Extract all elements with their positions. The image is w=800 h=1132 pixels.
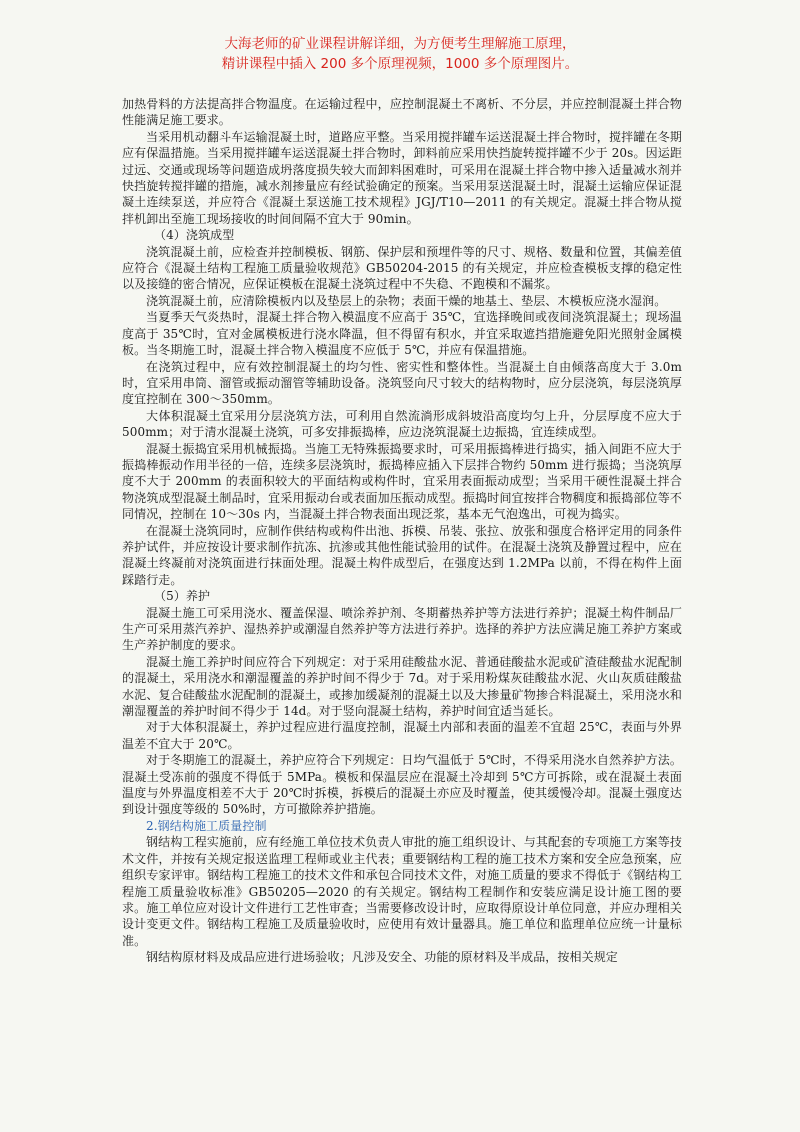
section-heading: 2.钢结构施工质量控制 xyxy=(146,818,267,833)
banner-line-1: 大海老师的矿业课程讲解详细，为方便考生理解施工原理， xyxy=(224,36,576,52)
paragraph: 大体积混凝土宜采用分层浇筑方法，可利用自然流淌形成斜坡沿高度均匀上升，分层厚度不应大于 500mm；对于清水混凝土浇筑，可多安排振捣棒，应边浇筑混凝土边振捣，宜连续成型。 xyxy=(122,408,682,440)
paragraph: 对于大体积混凝土，养护过程应进行温度控制，混凝土内部和表面的温差不宜超 25℃，表面与外界温差不宜大于 20℃。 xyxy=(122,720,682,751)
promo-banner xyxy=(0,34,800,74)
paragraph: 浇筑混凝土前，应检查并控制模板、钢筋、保护层和预埋件等的尺寸、规格、数量和位置，其偏差值应符合《混凝土结构工程施工质量验收规范》GB50204-2015 的有关规定，并应检查模板支撑的稳定性以及接缝的密合情况，应保证模板在混凝土浇筑过程中不失稳、不跑模和不漏浆。 xyxy=(122,244,682,292)
paragraph: 浇筑混凝土前，应清除模板内以及垫层上的杂物；表面干燥的地基土、垫层、木模板应浇水湿润。 xyxy=(146,293,667,308)
section-heading: （4）浇筑成型 xyxy=(154,228,235,243)
paragraph: 当采用机动翻斗车运输混凝土时，道路应平整。当采用搅拌罐车运送混凝土拌合物时，搅拌罐在冬期应有保温措施。当采用搅拌罐车运送混凝土拌合物时，卸料前应采用快挡旋转搅拌罐不少于 20s。因运距过远、交通或现场等问题造成坍落度损失较大而卸料困难时，可采用在混凝土拌合物中掺入适量减水剂并快挡旋转搅拌罐的措施，减水剂掺量应有经试验确定的预案。当采用泵送混凝土时，混凝土运输应保证混凝土连续泵送，并应符合《混凝土泵送施工技术规程》JGJ/T10—2011 的有关规定。混凝土拌合物从搅拌机卸出至施工现场接收的时间间隔不宜大于 90min。 xyxy=(122,129,682,226)
paragraph: 混凝土施工可采用浇水、覆盖保湿、喷涂养护剂、冬期蓄热养护等方法进行养护；混凝土构件制品厂生产可采用蒸汽养护、湿热养护或潮湿自然养护等方法进行养护。选择的养护方法应满足施工养护方案或生产养护制度的要求。 xyxy=(122,605,682,653)
paragraph: 钢结构原材料及成品应进行进场验收；凡涉及安全、功能的原材料及半成品，按相关规定 xyxy=(146,950,618,965)
paragraph: 加热骨料的方法提高拌合物温度。在运输过程中，应控制混凝土不离析、不分层，并应控制混凝土拌合物性能满足施工要求。 xyxy=(122,97,682,128)
section-heading: （5）养护 xyxy=(154,589,211,604)
paragraph: 对于冬期施工的混凝土，养护应符合下列规定：日均气温低于 5℃时，不得采用浇水自然养护方法。混凝土受冻前的强度不得低于 5MPa。模板和保温层应在混凝土冷却到 5℃方可拆除，或在混凝土表面温度与外界温度相差不大于 20℃时拆模，拆模后的混凝土亦应及时覆盖，使其缓慢冷却。混凝土强度达到设计强度等级的 50%时，方可撤除养护措施。 xyxy=(122,753,682,817)
paragraph: 在浇筑过程中，应有效控制混凝土的均匀性、密实性和整体性。当混凝土自由倾落高度大于 3.0m 时，宜采用串筒、溜管或振动溜管等辅助设备。浇筑竖向尺寸较大的结构物时，应分层浇筑，每层浇筑厚度宜控制在 300～350mm。 xyxy=(122,359,682,407)
paragraph: 混凝土振捣宜采用机械振捣。当施工无特殊振捣要求时，可采用振捣棒进行捣实，插入间距不应大于振捣棒振动作用半径的一倍，连续多层浇筑时，振捣棒应插入下层拌合物约 50mm 进行振捣；当浇筑厚度不大于 200mm 的表面积较大的平面结构或构件时，宜采用表面振动成型；当采用干硬性混凝土拌合物浇筑成型混凝土制品时，宜采用振动台或表面加压振动成型。振捣时间宜按拌合物稠度和振捣部位等不同情况，控制在 10～30s 内，当混凝土拌合物表面出现泛浆，基本无气泡逸出，可视为捣实。 xyxy=(122,441,682,522)
document-body xyxy=(122,96,682,966)
paragraph: 当夏季天气炎热时，混凝土拌合物入模温度不应高于 35℃，宜选择晚间或夜间浇筑混凝土；现场温度高于 35℃时，宜对金属模板进行浇水降温，但不得留有积水，并宜采取遮挡措施避免阳光照射金属模板。当冬期施工时，混凝土拌合物入模温度不应低于 5℃，并应有保温措施。 xyxy=(122,310,682,358)
paragraph: 钢结构工程实施前，应有经施工单位技术负责人审批的施工组织设计、与其配套的专项施工方案等技术文件，并按有关规定报送监理工程师或业主代表；重要钢结构工程的施工技术方案和安全应急预案，应组织专家评审。钢结构工程施工的技术文件和承包合同技术文件，对施工质量的要求不得低于《钢结构工程施工质量验收标准》GB50205—2020 的有关规定。钢结构工程制作和安装应满足设计施工图的要求。施工单位应对设计文件进行工艺性审查；当需要修改设计时，应取得原设计单位同意，并应办理相关设计变更文件。钢结构工程施工及质量验收时，应使用有效计量器具。施工单位和监理单位应统一计量标准。 xyxy=(122,835,682,948)
paragraph: 在混凝土浇筑同时，应制作供结构或构件出池、拆模、吊装、张拉、放张和强度合格评定用的同条件养护试件，并应按设计要求制作抗冻、抗渗或其他性能试验用的试件。在混凝土浇筑及静置过程中，应在混凝土终凝前对浇筑面进行抹面处理。混凝土构件成型后，在强度达到 1.2MPa 以前，不得在构件上面踩踏行走。 xyxy=(122,523,682,587)
paragraph: 混凝土施工养护时间应符合下列规定：对于采用硅酸盐水泥、普通硅酸盐水泥或矿渣硅酸盐水泥配制的混凝土，采用浇水和潮湿覆盖的养护时间不得少于 7d。对于采用粉煤灰硅酸盐水泥、火山灰质硅酸盐水泥、复合硅酸盐水泥配制的混凝土，或掺加缓凝剂的混凝土以及大掺量矿物掺合料混凝土，采用浇水和潮湿覆盖的养护时间不得少于 14d。对于竖向混凝土结构，养护时间宜适当延长。 xyxy=(122,654,682,719)
banner-line-2: 精讲课程中插入 200 多个原理视频，1000 多个原理图片。 xyxy=(221,56,579,72)
